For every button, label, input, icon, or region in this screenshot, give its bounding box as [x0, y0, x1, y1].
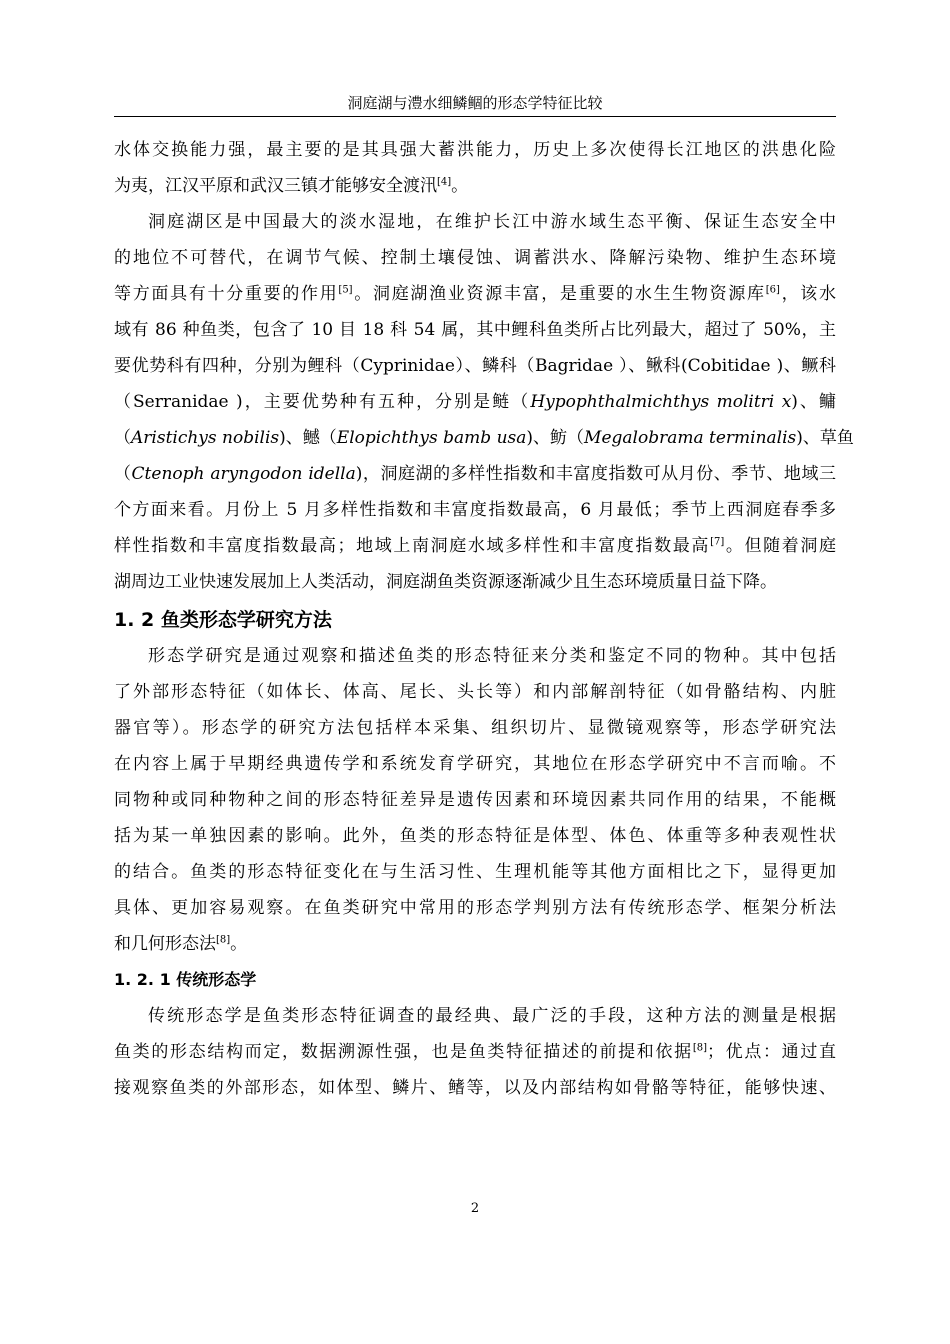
text-line: 形态学研究是通过观察和描述鱼类的形态特征来分类和鉴定不同的物种。其中包括 — [148, 646, 836, 666]
text-line: 个方面来看。月份上 5 月多样性指数和丰富度指数最高，6 月最低；季节上西洞庭春季多 — [114, 500, 836, 520]
text-line — [114, 528, 836, 564]
citation: [8] — [692, 1042, 707, 1054]
paragraph-traditional — [114, 998, 836, 1106]
subsection-heading: 1. 2. 1 传统形态学 — [114, 970, 257, 989]
text-run: 样性指数和丰富度指数最高；地域上南洞庭水域多样性和丰富度指数最高 — [114, 536, 711, 556]
header-rule — [114, 116, 836, 117]
text-line: 接观察鱼类的外部形态，如体型、鳞片、鳍等，以及内部结构如骨骼等特征，能够快速、 — [114, 1078, 836, 1098]
text-line: 括为某一单独因素的影响。此外，鱼类的形态特征是体型、体色、体重等多种表观性状 — [114, 826, 836, 846]
text-line: 在内容上属于早期经典遗传学和系统发育学研究，其地位在形态学研究中不言而喻。不 — [114, 754, 836, 774]
text-run: )，洞庭湖的多样性指数和丰富度指数可从月份、季节、地域三 — [355, 464, 837, 484]
text-line — [114, 276, 836, 312]
text-line — [114, 1034, 836, 1070]
text-run: )、鲂（ — [526, 428, 585, 448]
text-line: 湖周边工业快速发展加上人类活动，洞庭湖鱼类资源逐渐减少且生态环境质量日益下降。 — [114, 572, 777, 592]
citation: [7] — [710, 536, 725, 548]
text-run: 为夷，江汉平原和武汉三镇才能够安全渡汛 — [114, 176, 437, 196]
paragraph-morphology — [114, 638, 836, 962]
text-line: 的地位不可替代，在调节气候、控制土壤侵蚀、调蓄洪水、降解污染物、维护生态环境 — [114, 248, 836, 268]
text-run: 。但随着洞庭 — [724, 536, 837, 556]
text-run: （ — [114, 428, 131, 448]
species-name: Ctenoph aryngodon idella — [131, 464, 356, 484]
text-line — [114, 456, 836, 492]
section-heading: 1. 2 鱼类形态学研究方法 — [114, 609, 332, 631]
text-line: 同物种或同种物种之间的形态特征差异是遗传因素和环境因素共同作用的结果，不能概 — [114, 790, 836, 810]
text-line — [114, 926, 836, 962]
citation: [5] — [338, 284, 353, 296]
text-line: 了外部形态特征（如体长、体高、尾长、头长等）和内部解剖特征（如骨骼结构、内脏 — [114, 682, 836, 702]
text-line: 要优势科有四种，分别为鲤科（Cyprinidae）、鳞科（Bagridae ）、鳅科(Cobitidae )、鳜科 — [114, 356, 836, 376]
text-run: （ — [114, 464, 132, 484]
text-run: 和几何形态法 — [114, 934, 216, 954]
text-run: ，该水 — [779, 284, 837, 304]
species-name: Megalobrama terminalis — [584, 428, 797, 448]
text-run: )、草鱼 — [796, 428, 854, 448]
text-line — [114, 384, 836, 420]
text-run: （Serranidae )，主要优势种有五种，分别是鲢（ — [114, 392, 531, 412]
text-line — [114, 420, 854, 456]
species-name: Elopichthys bamb usa — [336, 428, 527, 448]
text-run: 鱼类的形态结构而定，数据溯源性强，也是鱼类特征描述的前提和依据 — [114, 1042, 693, 1062]
page-body — [114, 132, 854, 1106]
paragraph-continuation — [114, 132, 836, 204]
text-run: )、鳙 — [791, 392, 836, 412]
text-run: 等方面具有十分重要的作用 — [114, 284, 339, 304]
species-name: Aristichys nobilis — [131, 428, 280, 448]
citation: [6] — [765, 284, 780, 296]
paragraph-dongting — [114, 204, 854, 600]
text-run: 。洞庭湖渔业资源丰富，是重要的水生生物资源库 — [352, 284, 766, 304]
running-header: 洞庭湖与澧水细鳞鲴的形态学特征比较 — [347, 94, 603, 112]
text-run: )、鳡（ — [279, 428, 337, 448]
page-number: 2 — [470, 1201, 480, 1216]
text-line: 洞庭湖区是中国最大的淡水湿地，在维护长江中游水域生态平衡、保证生态安全中 — [148, 212, 836, 232]
text-run: ；优点：通过直 — [706, 1042, 837, 1062]
citation: [4] — [437, 176, 452, 188]
text-line: 的结合。鱼类的形态特征变化在与生活习性、生理机能等其他方面相比之下，显得更加 — [114, 862, 836, 882]
text-line: 具体、更加容易观察。在鱼类研究中常用的形态学判别方法有传统形态学、框架分析法 — [114, 898, 836, 918]
text-run: 。 — [451, 176, 469, 196]
text-line: 域有 86 种鱼类，包含了 10 目 18 科 54 属，其中鲤科鱼类所占比列最大，超过了 50%，主 — [114, 320, 836, 340]
text-run: 。 — [230, 934, 248, 954]
text-line: 传统形态学是鱼类形态特征调查的最经典、最广泛的手段，这种方法的测量是根据 — [148, 1006, 836, 1026]
text-line: 器官等）。形态学的研究方法包括样本采集、组织切片、显微镜观察等，形态学研究法 — [114, 718, 836, 738]
text-line: 水体交换能力强，最主要的是其具强大蓄洪能力，历史上多次使得长江地区的洪患化险 — [114, 140, 836, 160]
text-line — [114, 168, 836, 204]
species-name: Hypophthalmichthys molitri x — [530, 392, 792, 412]
citation: [8] — [216, 934, 231, 946]
